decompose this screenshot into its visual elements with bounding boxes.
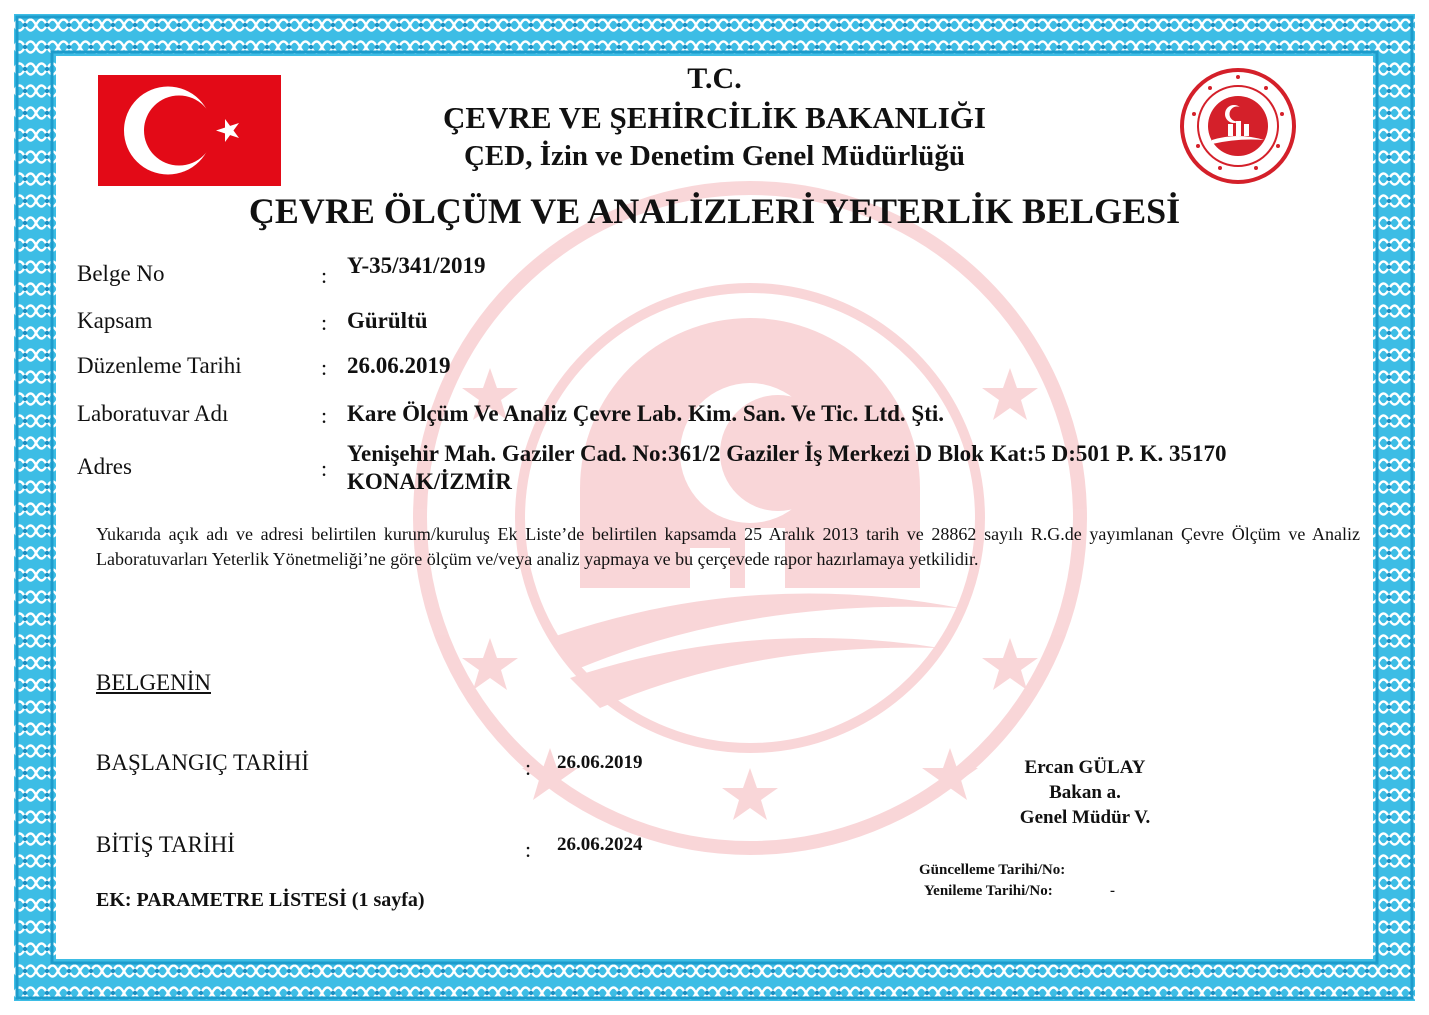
end-date-value: 26.06.2024 — [557, 834, 643, 855]
field-colon: : — [525, 837, 532, 862]
directorate-name: ÇED, İzin ve Denetim Genel Müdürlüğü — [463, 140, 966, 172]
field-label-duzenleme-tarihi: Düzenleme Tarihi — [77, 353, 242, 378]
field-value-duzenleme-tarihi: 26.06.2019 — [347, 353, 451, 378]
field-colon: : — [525, 755, 532, 780]
field-label-kapsam: Kapsam — [77, 308, 153, 333]
field-value-adres-line2: KONAK/İZMİR — [347, 469, 512, 494]
renewal-value: - — [1110, 883, 1115, 899]
field-label-belge-no: Belge No — [77, 261, 165, 286]
authorization-paragraph: Yukarıda açık adı ve adresi belirtilen kurum/kuruluş Ek Liste’de belirtilen kapsamda 25 Aralık 2013 tarih ve 28862 sayılı R.G.de yayımlanan Çevre Ölçüm ve Analiz Laboratuvarları Yeterlik Yönetmeliği’ne göre ölçüm ve/veya analiz yapmaya ve bu çerçevede rapor hazırlamaya yetkilidir. — [96, 524, 1360, 569]
field-colon: : — [321, 310, 328, 335]
certificate-title: ÇEVRE ÖLÇÜM VE ANALİZLERİ YETERLİK BELGESİ — [248, 191, 1181, 231]
field-colon: : — [321, 263, 328, 288]
field-value-adres-line1: Yenişehir Mah. Gaziler Cad. No:361/2 Gaziler İş Merkezi D Blok Kat:5 D:501 P. K. 35170 — [347, 441, 1227, 466]
field-value-laboratuvar-adi: Kare Ölçüm Ve Analiz Çevre Lab. Kim. San. Ve Tic. Ltd. Şti. — [347, 401, 945, 426]
renewal-label: Yenileme Tarihi/No: — [924, 883, 1053, 899]
signatory-title: Genel Müdür V. — [1019, 807, 1151, 828]
update-label: Güncelleme Tarihi/No: — [919, 862, 1066, 878]
field-value-kapsam: Gürültü — [347, 308, 428, 333]
validity-heading: BELGENİN — [96, 670, 211, 695]
end-date-label: BİTİŞ TARİHİ — [96, 832, 235, 857]
field-colon: : — [321, 403, 328, 428]
field-colon: : — [321, 355, 328, 380]
field-value-belge-no: Y-35/341/2019 — [347, 253, 486, 278]
signatory-line2: Bakan a. — [1049, 782, 1121, 803]
field-colon: : — [321, 456, 328, 481]
ministry-name: ÇEVRE VE ŞEHİRCİLİK BAKANLIĞI — [443, 100, 986, 135]
start-date-value: 26.06.2019 — [557, 752, 643, 773]
header-tc: T.C. — [687, 62, 742, 95]
field-label-adres: Adres — [77, 454, 132, 479]
field-label-laboratuvar-adi: Laboratuvar Adı — [77, 401, 229, 426]
start-date-label: BAŞLANGIÇ TARİHİ — [96, 750, 310, 775]
annex-note: EK: PARAMETRE LİSTESİ (1 sayfa) — [96, 889, 425, 911]
signatory-name: Ercan GÜLAY — [1024, 757, 1146, 778]
